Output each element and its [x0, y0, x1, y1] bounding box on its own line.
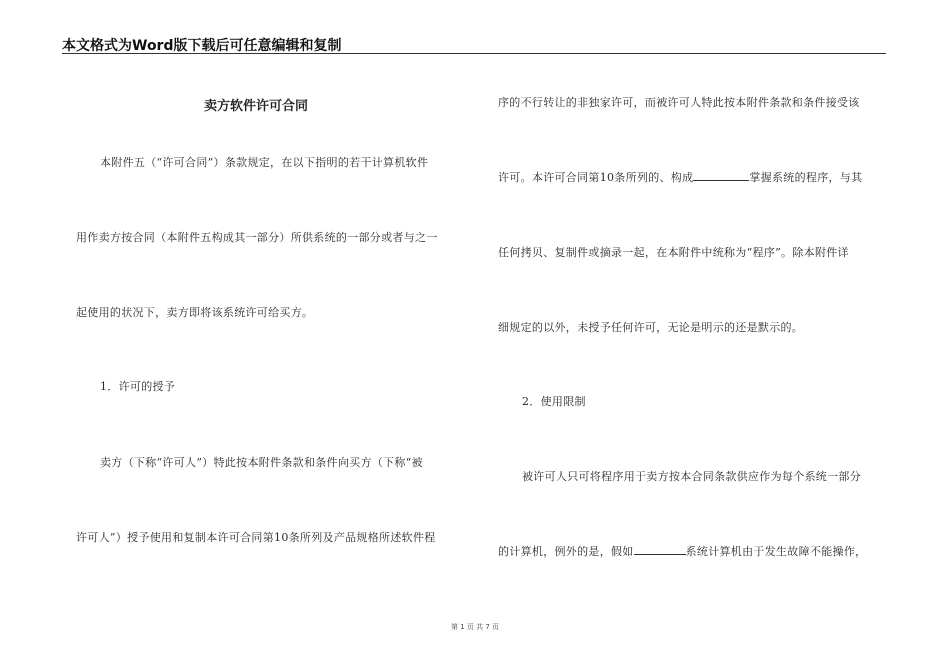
page-number: 第 1 页 共 7 页: [450, 623, 500, 631]
paragraph-text: 许可。本许可合同第10条所列的、构成: [498, 171, 694, 184]
fill-in-blank: [693, 171, 749, 181]
fill-in-blank: [634, 545, 686, 555]
paragraph-line: 卖方（下称“许可人”）特此按本附件条款和条件向买方（下称“被: [100, 456, 423, 469]
paragraph-line: 序的不行转让的非独家许可，而被许可人特此按本附件条款和条件接受该: [498, 96, 860, 109]
paragraph-text: 系统计算机由于发生故障不能操作，: [685, 545, 867, 558]
banner-text: 本文格式为Word版下载后可任意编辑和复制: [62, 38, 342, 54]
paragraph-text: 的计算机，例外的是，假如: [498, 545, 634, 558]
paragraph-line: [498, 543, 866, 559]
document-title: 卖方软件许可合同: [204, 99, 309, 114]
section-heading: 1．许可的授予: [100, 380, 176, 393]
paragraph-line: 任何拷贝、复制件或摘录一起，在本附件中统称为“程序”。除本附件详: [498, 246, 849, 259]
section-heading: 2．使用限制: [522, 395, 586, 408]
paragraph-line: 本附件五（“许可合同”）条款规定，在以下指明的若干计算机软件: [100, 156, 429, 169]
paragraph-line: 用作卖方按合同（本附件五构成其一部分）所供系统的一部分或者与之一: [76, 231, 438, 244]
paragraph-text: 掌握系统的程序，与其: [749, 171, 863, 184]
paragraph-line: 许可人”）授予使用和复制本许可合同第10条所列及产品规格所述软件程: [76, 531, 436, 544]
paragraph-line: 起使用的状况下，卖方即将该系统许可给买方。: [76, 306, 314, 319]
paragraph-line: [498, 169, 862, 185]
paragraph-line: 被许可人只可将程序用于卖方按本合同条款供应作为每个系统一部分: [522, 470, 861, 483]
download-banner: [62, 31, 886, 54]
paragraph-line: 细规定的以外，未授予任何许可，无论是明示的还是默示的。: [498, 321, 804, 334]
